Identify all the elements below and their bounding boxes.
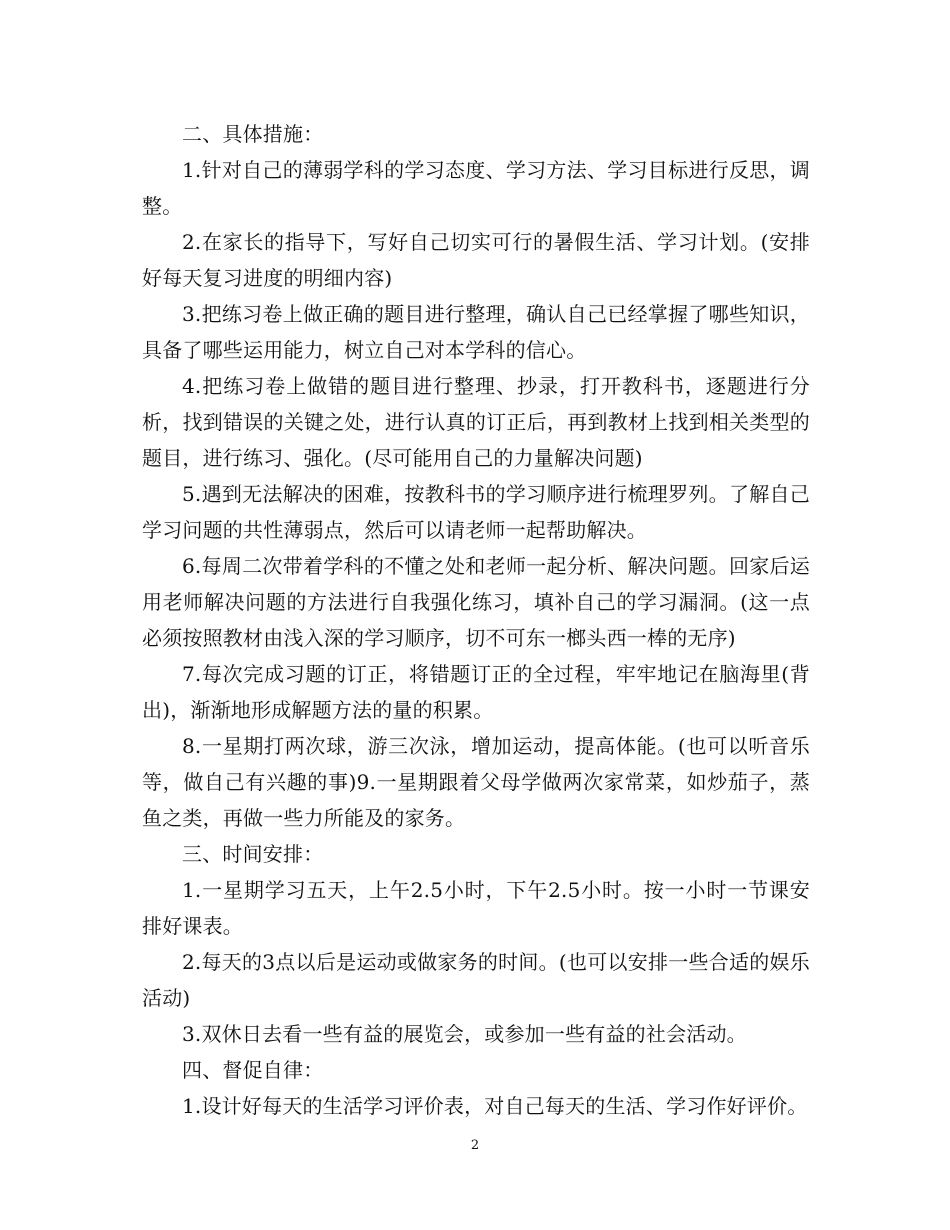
- paragraph-measure-5: 5.遇到无法解决的困难，按教科书的学习顺序进行梳理罗列。了解自己学习问题的共性薄弱点，然后可以请老师一起帮助解决。: [142, 482, 810, 542]
- paragraph-measure-1: 1.针对自己的薄弱学科的学习态度、学习方法、学习目标进行反思，调整。: [142, 158, 810, 218]
- paragraph-schedule-1: 1.一星期学习五天，上午2.5小时，下午2.5小时。按一小时一节课安排好课表。: [142, 878, 810, 938]
- section-heading-self-discipline: 四、督促自律：: [182, 1058, 324, 1082]
- paragraph-measure-8-9: 8.一星期打两次球，游三次泳，增加运动，提高体能。(也可以听音乐等，做自己有兴趣的事)9.一星期跟着父母学做两次家常菜，如炒茄子，蒸鱼之类，再做一些力所能及的家务。: [142, 734, 810, 830]
- page-number: 2: [470, 1138, 480, 1153]
- paragraph-measure-7: 7.每次完成习题的订正，将错题订正的全过程，牢牢地记在脑海里(背出)，渐渐地形成解题方法的量的积累。: [142, 662, 810, 722]
- section-heading-measures: 二、具体措施：: [182, 122, 324, 146]
- paragraph-measure-3: 3.把练习卷上做正确的题目进行整理，确认自己已经掌握了哪些知识，具备了哪些运用能力，树立自己对本学科的信心。: [142, 302, 810, 362]
- paragraph-self-discipline-1: 1.设计好每天的生活学习评价表，对自己每天的生活、学习作好评价。: [182, 1094, 808, 1118]
- paragraph-measure-6: 6.每周二次带着学科的不懂之处和老师一起分析、解决问题。回家后运用老师解决问题的方法进行自我强化练习，填补自己的学习漏洞。(这一点必须按照教材由浅入深的学习顺序，切不可东一榔头西一棒的无序): [142, 554, 810, 650]
- paragraph-measure-4: 4.把练习卷上做错的题目进行整理、抄录，打开教科书，逐题进行分析，找到错误的关键之处，进行认真的订正后，再到教材上找到相关类型的题目，进行练习、强化。(尽可能用自己的力量解决问题): [142, 374, 810, 470]
- document-body: [142, 116, 810, 1124]
- section-heading-schedule: 三、时间安排：: [182, 842, 324, 866]
- paragraph-schedule-3: 3.双休日去看一些有益的展览会，或参加一些有益的社会活动。: [182, 1022, 747, 1046]
- paragraph-schedule-2: 2.每天的3点以后是运动或做家务的时间。(也可以安排一些合适的娱乐活动): [142, 950, 810, 1010]
- paragraph-measure-2: 2.在家长的指导下，写好自己切实可行的暑假生活、学习计划。(安排好每天复习进度的明细内容): [142, 230, 810, 290]
